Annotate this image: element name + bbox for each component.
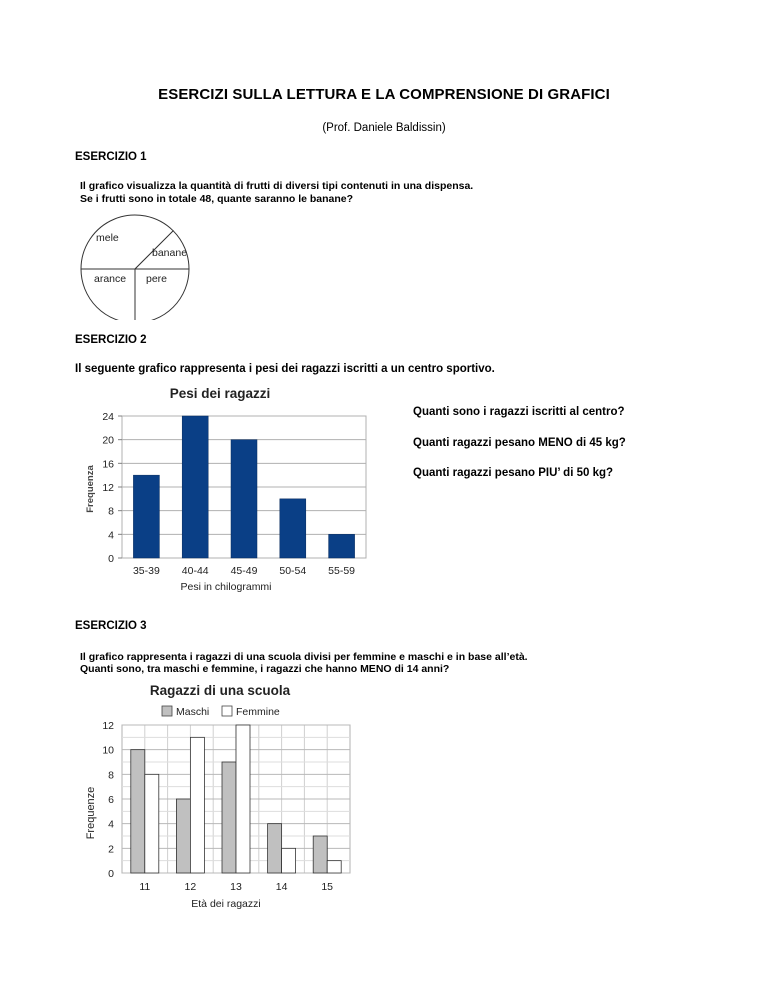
chart1-xtick-label: 45-49 — [230, 565, 258, 577]
chart1-bar-40-44 — [182, 416, 208, 558]
chart2-bar-maschi-11 — [131, 750, 145, 873]
chart2-ylabel: Frequenze — [85, 786, 97, 840]
chart2-xtick-label: 12 — [184, 881, 197, 893]
chart1-bar-50-54 — [280, 499, 306, 558]
chart2-ytick-label: 8 — [108, 769, 114, 782]
chart2-title: Ragazzi di una scuola — [149, 683, 291, 698]
chart2-ytick-label: 6 — [108, 794, 114, 806]
chart2-bar-maschi-13 — [222, 762, 236, 873]
chart1-title: Pesi dei ragazzi — [169, 386, 271, 401]
ex2-question-1: Quanti sono i ragazzi iscritti al centro? — [413, 406, 625, 418]
pie-label-pere: pere — [146, 273, 168, 285]
document-title: ESERCIZI SULLA LETTURA E LA COMPRENSIONE DI GRAFICI — [158, 86, 610, 103]
chart1-ytick-label: 0 — [108, 553, 114, 565]
chart2-xtick-label: 15 — [321, 881, 334, 893]
chart2-legend-swatch-maschi — [162, 706, 172, 716]
chart1-xtick-label: 40-44 — [181, 565, 209, 577]
ex2-question-3: Quanti ragazzi pesano PIU’ di 50 kg? — [413, 467, 614, 479]
chart2-legend-label-femmine: Femmine — [236, 706, 280, 718]
ex1-question-line1: Il grafico visualizza la quantità di frutti di diversi tipi contenuti in una dispensa. — [80, 180, 474, 192]
ex2-question-2: Quanti ragazzi pesano MENO di 45 kg? — [413, 437, 626, 449]
chart1-bar-35-39 — [133, 475, 159, 558]
chart2-legend-label-maschi: Maschi — [176, 706, 210, 718]
ex1-question-line2: Se i frutti sono in totale 48, quante saranno le banane? — [80, 193, 354, 205]
chart2-bar-maschi-14 — [268, 824, 282, 873]
chart2-ytick-label: 10 — [102, 744, 114, 757]
chart2-xtick-label: 11 — [139, 881, 151, 893]
chart1-ytick-label: 24 — [102, 411, 114, 423]
pie-label-arance: arance — [94, 273, 127, 285]
ex3-question-line1: Il grafico rappresenta i ragazzi di una scuola divisi per femmine e maschi e in base all’età. — [80, 651, 528, 663]
chart2-bar-maschi-12 — [176, 799, 190, 873]
chart1-xtick-label: 35-39 — [132, 565, 160, 577]
chart2-bar-maschi-15 — [313, 836, 327, 873]
chart2-bar-femmine-11 — [145, 774, 159, 873]
chart2-xlabel: Età dei ragazzi — [191, 898, 261, 910]
chart1-ytick-label: 4 — [108, 529, 114, 542]
chart2-legend-swatch-femmine — [222, 706, 232, 716]
ex2-intro: Il seguente grafico rappresenta i pesi dei ragazzi iscritti a un centro sportivo. — [75, 363, 495, 375]
fruit-pie-chart — [70, 210, 220, 320]
document-author: (Prof. Daniele Baldissin) — [322, 122, 446, 134]
chart1-bar-55-59 — [329, 534, 355, 558]
chart1-ytick-label: 20 — [102, 434, 114, 447]
chart1-xlabel: Pesi in chilogrammi — [180, 581, 272, 593]
ex1-heading: ESERCIZIO 1 — [75, 151, 147, 163]
weights-bar-chart — [80, 382, 372, 594]
chart1-ytick-label: 12 — [102, 482, 114, 494]
ex3-heading: ESERCIZIO 3 — [75, 620, 147, 632]
chart2-bar-femmine-15 — [327, 861, 341, 873]
school-bar-chart — [80, 680, 370, 916]
ex2-heading: ESERCIZIO 2 — [75, 334, 147, 346]
chart2-xtick-label: 14 — [275, 881, 288, 893]
chart2-bar-femmine-14 — [282, 848, 296, 873]
chart1-ytick-label: 16 — [102, 458, 114, 471]
chart1-ytick-label: 8 — [108, 505, 114, 518]
chart2-ytick-label: 0 — [108, 868, 114, 880]
pie-label-mele: mele — [96, 232, 119, 244]
chart1-xtick-label: 50-54 — [279, 565, 307, 577]
chart2-ytick-label: 2 — [108, 843, 114, 856]
chart2-xtick-label: 13 — [230, 881, 242, 893]
ex3-question-line2: Quanti sono, tra maschi e femmine, i ragazzi che hanno MENO di 14 anni? — [80, 663, 450, 675]
chart2-ytick-label: 12 — [102, 720, 114, 732]
chart1-bar-45-49 — [231, 440, 257, 558]
chart1-xtick-label: 55-59 — [328, 565, 356, 577]
pie-label-banane: banane — [152, 247, 188, 259]
chart2-bar-femmine-13 — [236, 725, 250, 873]
chart1-ylabel: Frequenza — [85, 465, 96, 513]
chart2-ytick-label: 4 — [108, 818, 114, 831]
chart2-bar-femmine-12 — [190, 737, 204, 873]
